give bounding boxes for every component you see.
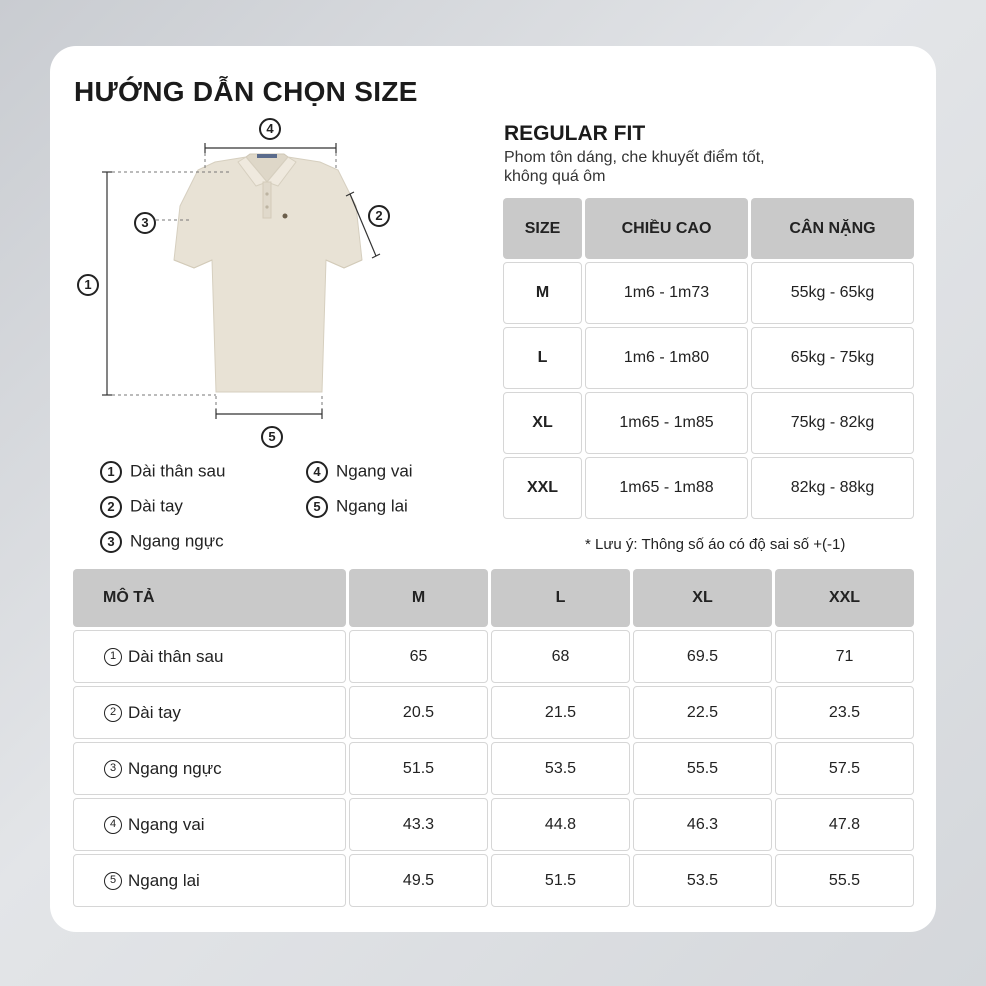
table-row: [73, 630, 914, 683]
row-marker: 4: [104, 816, 122, 834]
table-row: [503, 457, 914, 519]
column-header: SIZE: [503, 198, 582, 259]
table-row: [503, 392, 914, 454]
marker-2: 2: [368, 205, 390, 227]
tolerance-note: * Lưu ý: Thông số áo có độ sai số +(-1): [585, 536, 846, 553]
legend-label: Ngang ngực: [130, 531, 224, 551]
value-cell: 51.5: [491, 854, 630, 907]
weight-cell: 55kg - 65kg: [751, 262, 914, 324]
value-cell: 23.5: [775, 686, 914, 739]
row-marker: 3: [104, 760, 122, 778]
legend-label: Dài thân sau: [130, 461, 226, 481]
legend-item-1: [100, 461, 225, 483]
marker-5: 5: [261, 426, 283, 448]
table-row: [503, 327, 914, 389]
table-header-row: [73, 569, 914, 627]
value-cell: 47.8: [775, 798, 914, 851]
table-row: [73, 686, 914, 739]
row-marker: 1: [104, 648, 122, 666]
legend-label: Ngang lai: [336, 496, 408, 516]
column-header: L: [491, 569, 630, 627]
value-cell: 22.5: [633, 686, 772, 739]
fit-description: [504, 148, 884, 186]
value-cell: 69.5: [633, 630, 772, 683]
value-cell: 20.5: [349, 686, 488, 739]
size-cell: XXL: [503, 457, 582, 519]
value-cell: 57.5: [775, 742, 914, 795]
height-cell: 1m6 - 1m73: [585, 262, 748, 324]
table-row: [73, 798, 914, 851]
value-cell: 21.5: [491, 686, 630, 739]
value-cell: 65: [349, 630, 488, 683]
shirt-illustration: [70, 110, 420, 450]
legend-marker: 2: [100, 496, 122, 518]
value-cell: 43.3: [349, 798, 488, 851]
legend-label: Dài tay: [130, 496, 183, 516]
height-cell: 1m65 - 1m88: [585, 457, 748, 519]
table-row: [73, 742, 914, 795]
value-cell: 44.8: [491, 798, 630, 851]
column-header: MÔ TẢ: [73, 569, 346, 627]
description-cell: [73, 742, 346, 795]
marker-3: 3: [134, 212, 156, 234]
description-cell: [73, 798, 346, 851]
weight-cell: 65kg - 75kg: [751, 327, 914, 389]
marker-4: 4: [259, 118, 281, 140]
column-header: CHIỀU CAO: [585, 198, 748, 259]
page-title: HƯỚNG DẪN CHỌN SIZE: [74, 76, 418, 107]
value-cell: 51.5: [349, 742, 488, 795]
description-cell: [73, 686, 346, 739]
fit-title: REGULAR FIT: [504, 122, 646, 145]
legend-marker: 3: [100, 531, 122, 553]
value-cell: 71: [775, 630, 914, 683]
value-cell: 55.5: [633, 742, 772, 795]
legend-item-5: [306, 496, 408, 518]
value-cell: 49.5: [349, 854, 488, 907]
size-recommendation-table: [500, 195, 917, 522]
legend-item-2: [100, 496, 183, 518]
legend-marker: 5: [306, 496, 328, 518]
legend-item-4: [306, 461, 413, 483]
fit-description-line: không quá ôm: [504, 168, 606, 185]
weight-cell: 82kg - 88kg: [751, 457, 914, 519]
value-cell: 46.3: [633, 798, 772, 851]
value-cell: 68: [491, 630, 630, 683]
row-label: Dài thân sau: [128, 646, 224, 666]
description-cell: [73, 630, 346, 683]
weight-cell: 75kg - 82kg: [751, 392, 914, 454]
table-row: [503, 262, 914, 324]
description-cell: [73, 854, 346, 907]
row-marker: 2: [104, 704, 122, 722]
size-cell: M: [503, 262, 582, 324]
legend-marker: 1: [100, 461, 122, 483]
column-header: XXL: [775, 569, 914, 627]
row-label: Dài tay: [128, 702, 181, 722]
value-cell: 53.5: [491, 742, 630, 795]
row-label: Ngang vai: [128, 814, 205, 834]
column-header: CÂN NẶNG: [751, 198, 914, 259]
height-cell: 1m6 - 1m80: [585, 327, 748, 389]
shirt-diagram: [70, 110, 420, 450]
row-label: Ngang lai: [128, 870, 200, 890]
row-marker: 5: [104, 872, 122, 890]
legend-item-3: [100, 531, 224, 553]
legend-marker: 4: [306, 461, 328, 483]
value-cell: 55.5: [775, 854, 914, 907]
column-header: M: [349, 569, 488, 627]
height-cell: 1m65 - 1m85: [585, 392, 748, 454]
column-header: XL: [633, 569, 772, 627]
size-cell: XL: [503, 392, 582, 454]
legend-label: Ngang vai: [336, 461, 413, 481]
marker-1: 1: [77, 274, 99, 296]
table-row: [73, 854, 914, 907]
value-cell: 53.5: [633, 854, 772, 907]
row-label: Ngang ngực: [128, 758, 222, 778]
size-cell: L: [503, 327, 582, 389]
measurement-table: [70, 566, 917, 910]
fit-description-line: Phom tôn dáng, che khuyết điểm tốt,: [504, 149, 765, 166]
table-header-row: [503, 198, 914, 259]
